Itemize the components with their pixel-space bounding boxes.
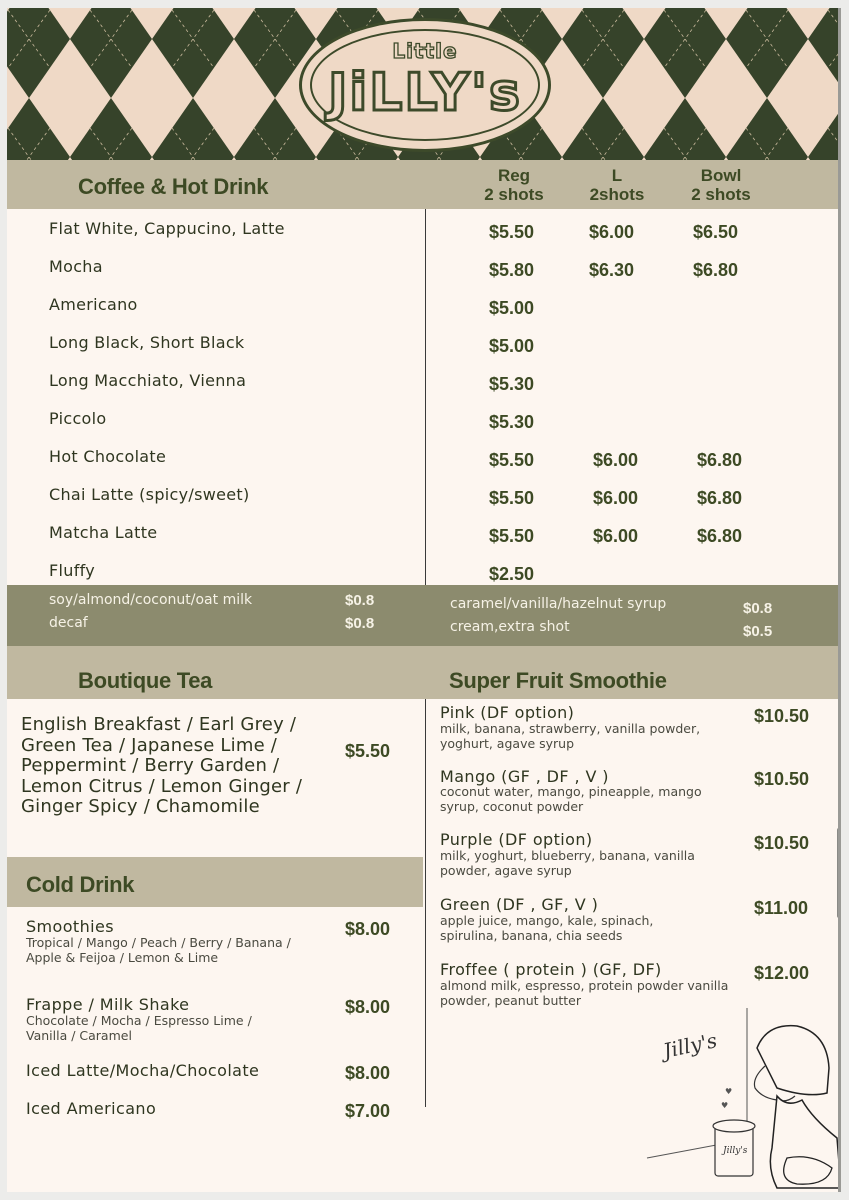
smoothie-item-desc: apple juice, mango, kale, spinach, spirulina, banana, chia seeds: [440, 913, 654, 943]
price-reg: $5.50: [489, 450, 535, 470]
coffee-item: Matcha Latte: [49, 523, 158, 542]
smoothie-item-desc: coconut water, mango, pineapple, mango syrup, coconut powder: [440, 784, 702, 814]
smoothie-item-desc: milk, banana, strawberry, vanilla powder, yoghurt, agave syrup: [440, 721, 701, 751]
price-reg: $2.50: [489, 564, 535, 584]
coffee-item: Chai Latte (spicy/sweet): [49, 485, 250, 504]
column-header-reg: Reg 2 shots: [484, 166, 544, 204]
smoothie-item-desc: almond milk, espresso, protein powder vanilla powder, peanut butter: [440, 978, 729, 1008]
smoothie-item-price: $10.50: [754, 769, 810, 789]
header-banner: [7, 8, 841, 160]
cold-item-desc: Tropical / Mango / Peach / Berry / Banana / Apple & Feijoa / Lemon & Lime: [26, 935, 291, 965]
price-bowl: $6.50: [693, 222, 739, 242]
price-l: $6.30: [589, 260, 635, 280]
menu-page: [7, 8, 841, 1192]
cold-item-name: Smoothies: [26, 917, 114, 936]
price-reg: $5.30: [489, 412, 535, 432]
column-header-l: L 2shots: [589, 166, 645, 204]
cold-item-name: Iced Americano: [26, 1099, 157, 1118]
smoothie-item-price: $10.50: [754, 833, 810, 853]
section-title-tea: Boutique Tea: [78, 668, 213, 693]
section-title-cold: Cold Drink: [26, 872, 135, 897]
cold-item-price: $8.00: [345, 997, 391, 1017]
svg-text:♥: ♥: [721, 1101, 729, 1110]
price-reg: $5.00: [489, 336, 535, 356]
coffee-item: Flat White, Cappucino, Latte: [49, 219, 285, 238]
coffee-item: Long Black, Short Black: [49, 333, 245, 352]
tea-list: English Breakfast / Earl Grey / Green Tea / Japanese Lime / Peppermint / Berry Garden / Lemon Citrus / Lemon Ginger / Ginger Spicy / Chamomile: [21, 714, 303, 817]
cold-item-price: $8.00: [345, 919, 391, 939]
coffee-item: Fluffy: [49, 561, 96, 580]
price-l: $6.00: [593, 450, 639, 470]
smoothie-item-name: Green (DF , GF, V ): [440, 895, 599, 914]
price-bowl: $6.80: [697, 450, 743, 470]
addon-price: $0.5: [743, 623, 773, 640]
svg-text:♥: ♥: [725, 1087, 733, 1096]
price-bowl: $6.80: [693, 260, 739, 280]
smoothie-item-price: $10.50: [754, 706, 810, 726]
column-divider: [425, 699, 426, 1107]
coffee-item: Mocha: [49, 257, 103, 276]
addon-item: caramel/vanilla/hazelnut syrup: [450, 596, 667, 612]
smoothie-item-name: Mango (GF , DF , V ): [440, 767, 609, 786]
price-l: $6.00: [593, 488, 639, 508]
cold-item-price: $8.00: [345, 1063, 391, 1083]
cold-item-price: $7.00: [345, 1101, 391, 1121]
cat-illustration: [637, 1008, 841, 1192]
price-l: $6.00: [589, 222, 635, 242]
cold-item-desc: Chocolate / Mocha / Espresso Lime / Vanilla / Caramel: [26, 1013, 252, 1043]
section-title-coffee: Coffee & Hot Drink: [78, 174, 269, 199]
price-reg: $5.30: [489, 374, 535, 394]
cup-logo-text: Jilly's: [723, 1146, 748, 1156]
coffee-item: Americano: [49, 295, 138, 314]
smoothie-item-name: Froffee ( protein ) (GF, DF): [440, 960, 662, 979]
coffee-item: Long Macchiato, Vienna: [49, 371, 247, 390]
coffee-item: Hot Chocolate: [49, 447, 167, 466]
price-bowl: $6.80: [697, 488, 743, 508]
column-divider: [425, 209, 426, 585]
logo-small-text: Little: [392, 39, 458, 63]
price-reg: $5.50: [489, 526, 535, 546]
price-bowl: $6.80: [697, 526, 743, 546]
addon-item: cream,extra shot: [450, 619, 570, 635]
jillys-sign-text: Jilly's: [661, 1028, 720, 1063]
smoothie-item-name: Pink (DF option): [440, 703, 575, 722]
addon-price: $0.8: [345, 592, 375, 609]
column-header-bowl: Bowl 2 shots: [691, 166, 751, 204]
addon-item: soy/almond/coconut/oat milk: [49, 592, 253, 608]
cold-item-name: Iced Latte/Mocha/Chocolate: [26, 1061, 260, 1080]
tea-price: $5.50: [345, 741, 391, 761]
smoothie-item-price: $11.00: [754, 898, 809, 918]
price-reg: $5.80: [489, 260, 535, 280]
addon-item: decaf: [49, 615, 88, 631]
addon-price: $0.8: [345, 615, 375, 632]
price-l: $6.00: [593, 526, 639, 546]
coffee-item: Piccolo: [49, 409, 107, 428]
section-title-smoothie: Super Fruit Smoothie: [449, 668, 667, 693]
smoothie-item-name: Purple (DF option): [440, 830, 593, 849]
addon-price: $0.8: [743, 600, 773, 617]
smoothie-item-desc: milk, yoghurt, blueberry, banana, vanilla powder, agave syrup: [440, 848, 695, 878]
price-reg: $5.50: [489, 488, 535, 508]
logo: [299, 18, 551, 152]
cold-item-name: Frappe / Milk Shake: [26, 995, 190, 1014]
logo-main-text: JiLLY's: [328, 63, 522, 123]
price-reg: $5.00: [489, 298, 535, 318]
price-reg: $5.50: [489, 222, 535, 242]
scrollbar[interactable]: [837, 828, 841, 918]
smoothie-item-price: $12.00: [754, 963, 810, 983]
